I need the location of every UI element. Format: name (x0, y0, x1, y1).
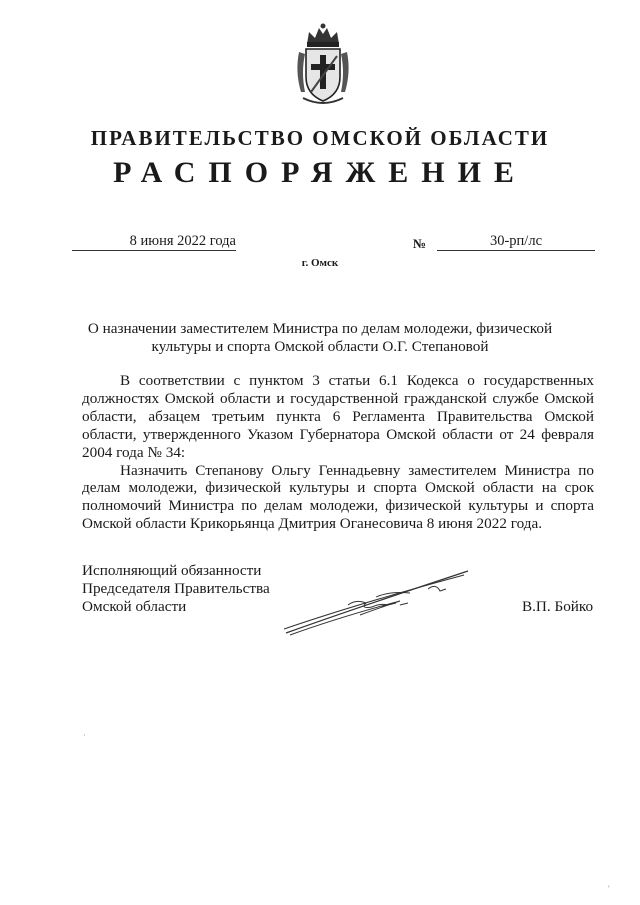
document-number: 30-рп/лс (437, 233, 595, 251)
body-paragraph: Назначить Степанову Ольгу Геннадьевну заместителем Министра по делам молодежи, физической культуры и спорта Омской области на срок полномочий Министра по делам молодежи, физической культуры и спорта Омской области Крикорьянца Дмитрия Оганесовича 8 июня 2022 года. (82, 461, 594, 533)
signer-position-line: Омской области (82, 598, 187, 615)
scan-dot: · (83, 731, 86, 740)
document-date: 8 июня 2022 года (72, 233, 236, 251)
document-body (82, 372, 594, 533)
signer-position (82, 562, 270, 616)
handwritten-signature-icon (280, 565, 480, 640)
signer-position-line: Председателя Правительства (82, 580, 270, 597)
document-subject: О назначении заместителем Министра по делам молодежи, физической культуры и спорта Омской области О.Г. Степановой (87, 320, 553, 355)
document-type-title: РАСПОРЯЖЕНИЕ (113, 156, 527, 189)
number-label: № (413, 236, 427, 251)
signer-position-line: Исполняющий обязанности (82, 562, 262, 579)
coat-of-arms-icon (293, 22, 353, 106)
body-paragraph: В соответствии с пунктом 3 статьи 6.1 Кодекса о государственных должностях Омской области и государственной гражданской службе Омской области, абзацем третьим пункта 6 Регламента Правительства Омской области, утвержденного Указом Губернатора Омской области от 24 февраля 2004 года № 34: (82, 372, 594, 461)
city-label: г. Омск (301, 257, 339, 269)
signer-name: В.П. Бойко (522, 598, 594, 615)
government-title: ПРАВИТЕЛЬСТВО ОМСКОЙ ОБЛАСТИ (90, 126, 550, 150)
scan-corner-mark: ' (608, 884, 610, 894)
